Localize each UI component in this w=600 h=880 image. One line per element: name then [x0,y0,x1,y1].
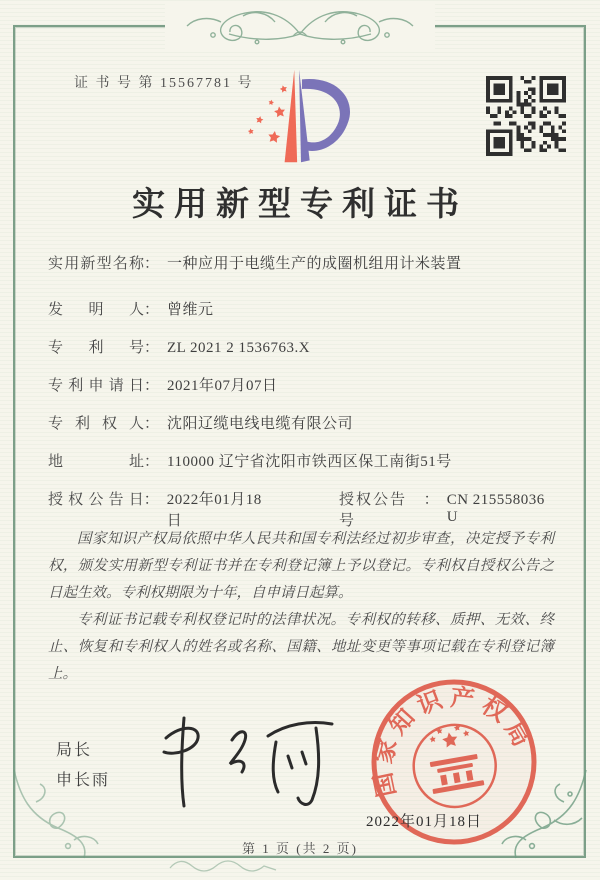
field-list [48,252,560,529]
certificate-title: 实用新型专利证书 [132,187,468,223]
field-utility-model-name: 实用新型名称 ： 一种应用于电缆生产的成圈机组用计米装置 [48,252,560,298]
field-patent-number: 专利号 ： ZL 2021 2 1536763.X [48,336,560,374]
field-inventor: 发明人 ： 曾维元 [48,298,560,336]
field-label: 专利权人 [48,416,144,432]
commissioner-block [56,736,110,797]
bottom-flourish-ornament-icon [168,858,278,878]
legal-text [48,526,554,688]
top-flourish-ornament-icon [165,2,435,52]
field-grant-announcement: 授权公告日 ： 2022年01月18日 授权公告号 ： CN 215558036 U [48,488,560,526]
cnipa-logo-icon [238,64,364,170]
field-value: 110000 辽宁省沈阳市铁西区保工南街51号 [167,454,452,470]
field-value: CN 215558036 U [446,492,545,525]
field-grant-number: 授权公告号 ： CN 215558036 U [339,488,560,530]
field-label: 授权公告号 [338,492,407,529]
field-value: 沈阳辽缆电线电缆有限公司 [167,416,354,432]
field-label: 专利申请日 [48,378,144,394]
field-value: 2022年01月18日 [166,492,262,529]
certificate-number: 证 书 号 第 15567781 号 [74,76,254,91]
field-label: 实用新型名称 [48,256,144,272]
field-value: 曾维元 [167,302,214,318]
field-value: ZL 2021 2 1536763.X [167,340,311,356]
field-filing-date: 专利申请日 ： 2021年07月07日 [48,374,560,412]
seal-ring-text: 国 家 知 识 产 权 局 [370,685,535,799]
qr-code [486,76,566,156]
field-label: 地址 [48,454,144,470]
legal-paragraph-1: 国家知识产权局依照中华人民共和国专利法经过初步审查，决定授予专利权，颁发实用新型专利证书并在专利登记簿上予以登记。专利权自授权公告之日起生效。专利权期限为十年，自申请日起算。 [48,531,554,601]
national-emblem-seal-icon [352,660,556,864]
field-value: 一种应用于电缆生产的成圈机组用计米装置 [167,256,462,272]
seal-date: 2022年01月18日 [366,814,483,830]
field-value: 2021年07月07日 [167,378,278,394]
commissioner-title: 局长 [56,742,93,759]
handwritten-signature-icon [140,712,350,812]
field-label: 发明人 [48,302,144,318]
legal-paragraph-2: 专利证书记载专利权登记时的法律状况。专利权的转移、质押、无效、终止、恢复和专利权人的姓名或名称、国籍、地址变更等事项记载在专利登记簿上。 [48,611,554,682]
field-label: 授权公告日 [48,492,144,508]
field-address: 地址 ： 110000 辽宁省沈阳市铁西区保工南街51号 [48,450,560,488]
commissioner-name: 申长雨 [56,772,111,790]
field-label: 专利号 [48,340,144,356]
field-patentee: 专利权人 ： 沈阳辽缆电线电缆有限公司 [48,412,560,450]
page-number: 第 1 页 (共 2 页) [242,841,358,856]
